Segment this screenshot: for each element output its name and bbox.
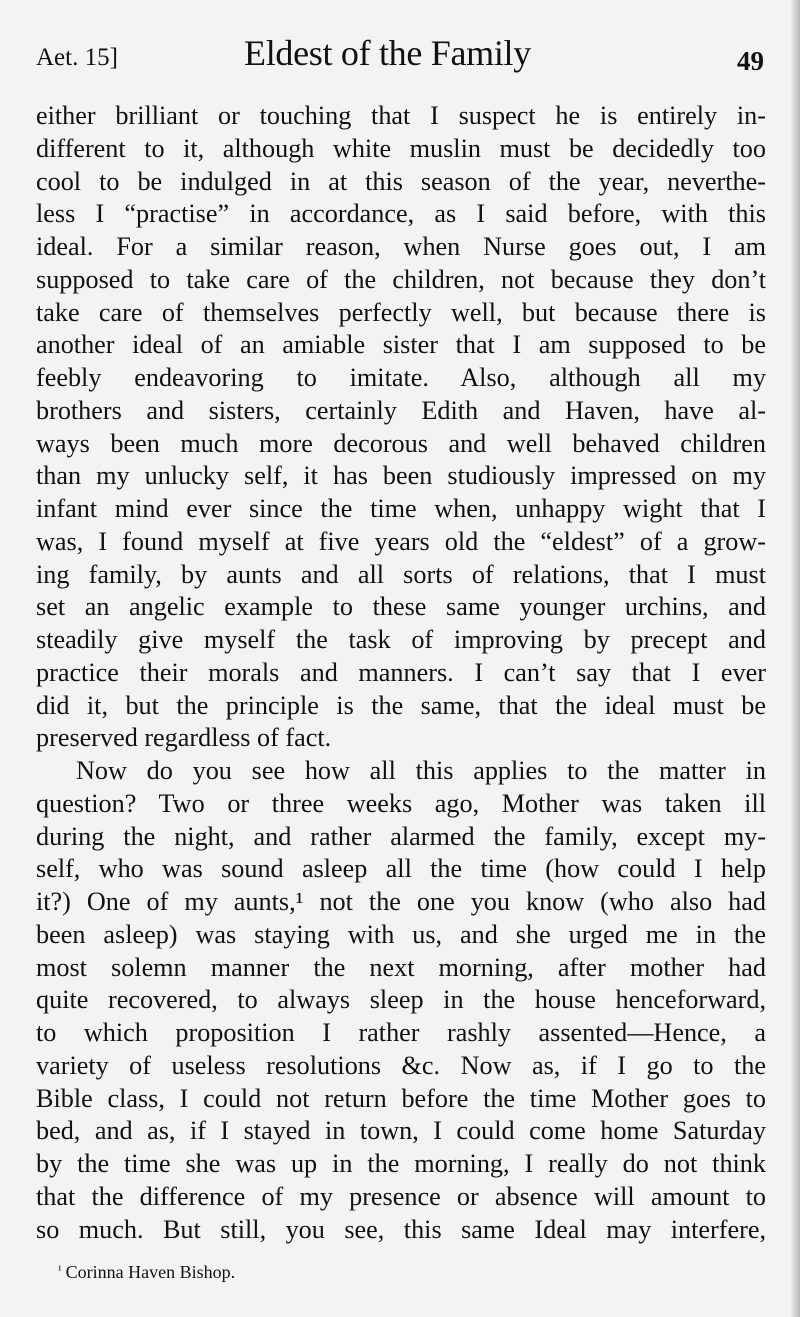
text-line: variety of useless resolutions &c. Now as, if I go to the: [36, 1050, 766, 1080]
running-head-age: Aet. 15]: [36, 44, 118, 71]
text-line: practice their morals and manners. I can’t say that I ever: [36, 657, 766, 687]
text-line: during the night, and rather alarmed the family, except my-: [36, 821, 766, 851]
footnote: [58, 1262, 235, 1283]
text-line: set an angelic example to these same younger urchins, and: [36, 592, 766, 622]
text-line: did it, but the principle is the same, that the ideal must be: [36, 690, 766, 720]
text-line: steadily give myself the task of improving by precept and: [36, 625, 766, 654]
text-line: less I “practise” in accordance, as I said before, with this: [36, 199, 766, 229]
text-line: ideal. For a similar reason, when Nurse goes out, I am: [36, 232, 766, 261]
text-line: self, who was sound asleep all the time (how could I help: [36, 854, 766, 884]
text-line: to which proposition I rather rashly assented—Hence, a: [36, 1018, 766, 1047]
text-line: been asleep) was staying with us, and she urged me in the: [36, 919, 766, 949]
page-edge-shadow: [790, 0, 800, 1317]
text-line: so much. But still, you see, this same Ideal may interfere,: [36, 1214, 766, 1244]
text-line: bed, and as, if I stayed in town, I could come home Saturday: [36, 1116, 766, 1146]
text-line: either brilliant or touching that I suspect he is entirely in-: [36, 101, 766, 130]
body-text: [36, 100, 766, 1246]
text-line: Bible class, I could not return before the time Mother goes to: [36, 1083, 766, 1113]
text-line: feebly endeavoring to imitate. Also, although all my: [36, 363, 766, 392]
text-line: question? Two or three weeks ago, Mother was taken ill: [36, 788, 766, 818]
text-line: take care of themselves perfectly well, but because there is: [36, 297, 766, 327]
text-line: different to it, although white muslin must be decidedly too: [36, 133, 766, 163]
text-line: another ideal of an amiable sister that I am supposed to be: [36, 330, 766, 360]
text-line: brothers and sisters, certainly Edith and Haven, have al-: [36, 395, 766, 425]
text-line: quite recovered, to always sleep in the house henceforward,: [36, 985, 766, 1015]
page-number: 49: [737, 46, 764, 76]
running-head: [36, 28, 766, 88]
text-line: ways been much more decorous and well behaved children: [36, 428, 766, 458]
text-line: most solemn manner the next morning, after mother had: [36, 952, 766, 982]
text-line: ing family, by aunts and all sorts of relations, that I must: [36, 559, 766, 589]
text-line: Now do you see how all this applies to the matter in: [76, 756, 766, 785]
text-line: cool to be indulged in at this season of the year, neverthe-: [36, 166, 766, 196]
text-line: by the time she was up in the morning, I really do not think: [36, 1149, 766, 1178]
text-line: infant mind ever since the time when, unhappy wight that I: [36, 494, 766, 523]
text-line: preserved regardless of fact.: [36, 723, 332, 753]
footnote-text: Corinna Haven Bishop.: [65, 1262, 236, 1282]
text-line: than my unlucky self, it has been studiously impressed on my: [36, 461, 766, 491]
text-line: supposed to take care of the children, not because they don’t: [36, 264, 766, 294]
text-line: that the difference of my presence or absence will amount to: [36, 1181, 766, 1211]
text-line: it?) One of my aunts,¹ not the one you know (who also had: [36, 887, 766, 916]
text-line: was, I found myself at five years old the “eldest” of a grow-: [36, 526, 766, 556]
footnote-mark: ¹: [58, 1263, 62, 1277]
running-head-title: Eldest of the Family: [244, 33, 531, 73]
